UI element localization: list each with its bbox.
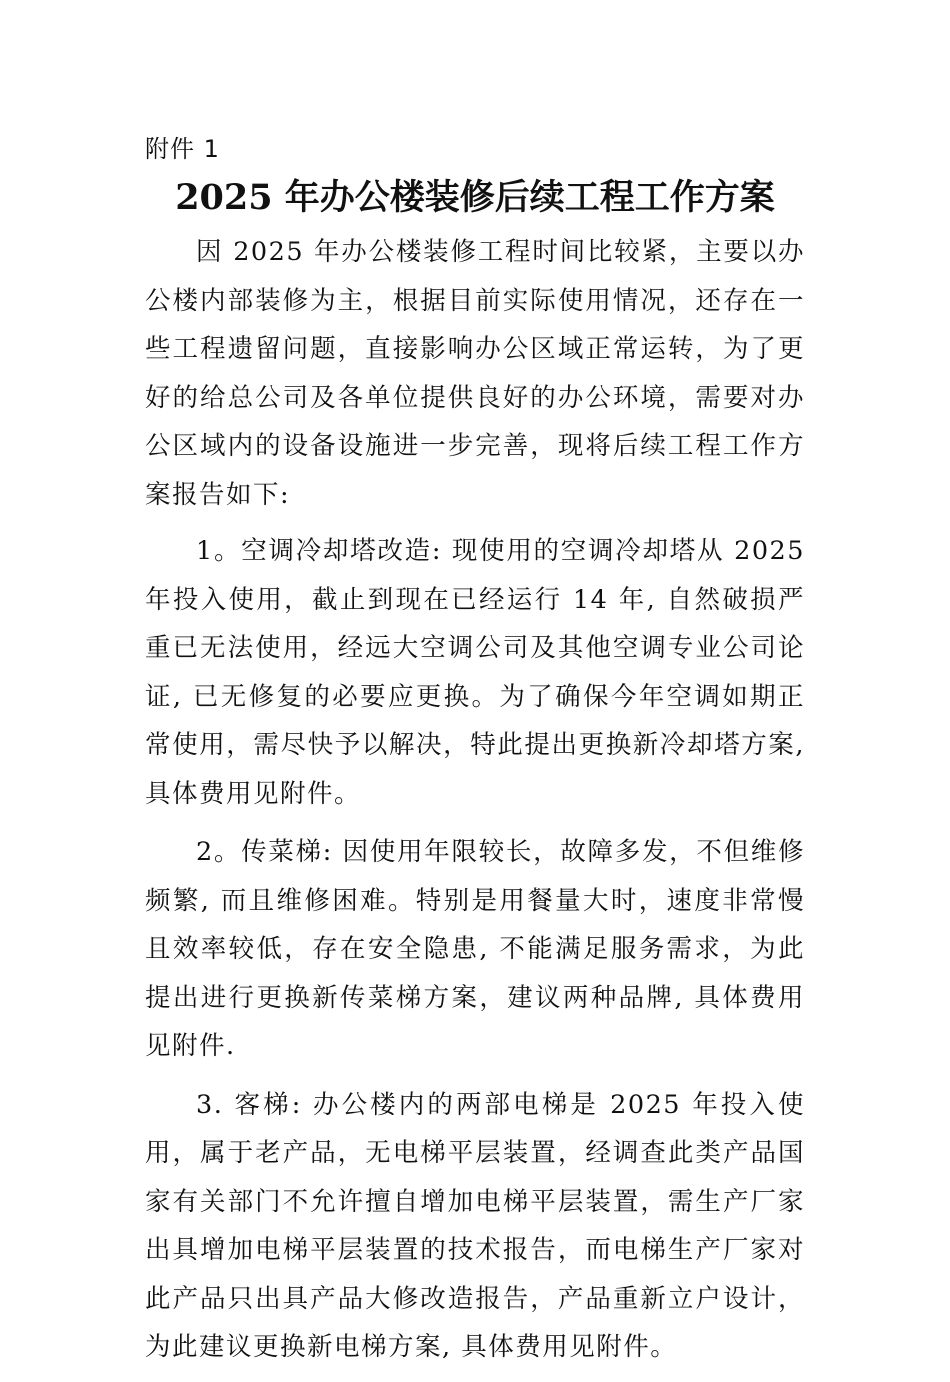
intro-paragraph: 因 2025 年办公楼装修工程时间比较紧，主要以办公楼内部装修为主，根据目前实际使用情况，还存在一些工程遗留问题，直接影响办公区域正常运转，为了更好的给总公司及各单位提供良好的办公环境，需要对办公区域内的设备设施进一步完善，现将后续工程工作方案报告如下: bbox=[145, 237, 805, 510]
item-cooling-tower-paragraph: 1。空调冷却塔改造: 现使用的空调冷却塔从 2025 年投入使用，截止到现在已经运行 14 年, 自然破损严重已无法使用，经远大空调公司及其他空调专业公司论证, 已无修复的必要应更换。为了确保今年空调如期正常使用，需尽快予以解决，特此提出更换新冷却塔方案, 具体费用见附件。 bbox=[145, 536, 805, 809]
document-title: 2025 年办公楼装修后续工程工作方案 bbox=[175, 177, 775, 218]
item-passenger-elevator-paragraph: 3. 客梯: 办公楼内的两部电梯是 2025 年投入使用，属于老产品，无电梯平层装置，经调查此类产品国家有关部门不允许擅自增加电梯平层装置，需生产厂家出具增加电梯平层装置的技术报告，而电梯生产厂家对此产品只出具产品大修改造报告，产品重新立户设计，为此建议更换新电梯方案, 具体费用见附件。 bbox=[145, 1089, 805, 1362]
item-dumbwaiter-paragraph: 2。传菜梯: 因使用年限较长，故障多发，不但维修频繁, 而且维修困难。特别是用餐量大时，速度非常慢且效率较低，存在安全隐患, 不能满足服务需求，为此提出进行更换新传菜梯方案，建议两种品牌, 具体费用见附件. bbox=[145, 837, 805, 1061]
document-body bbox=[145, 228, 805, 1382]
attachment-label: 附件 1 bbox=[145, 135, 220, 163]
